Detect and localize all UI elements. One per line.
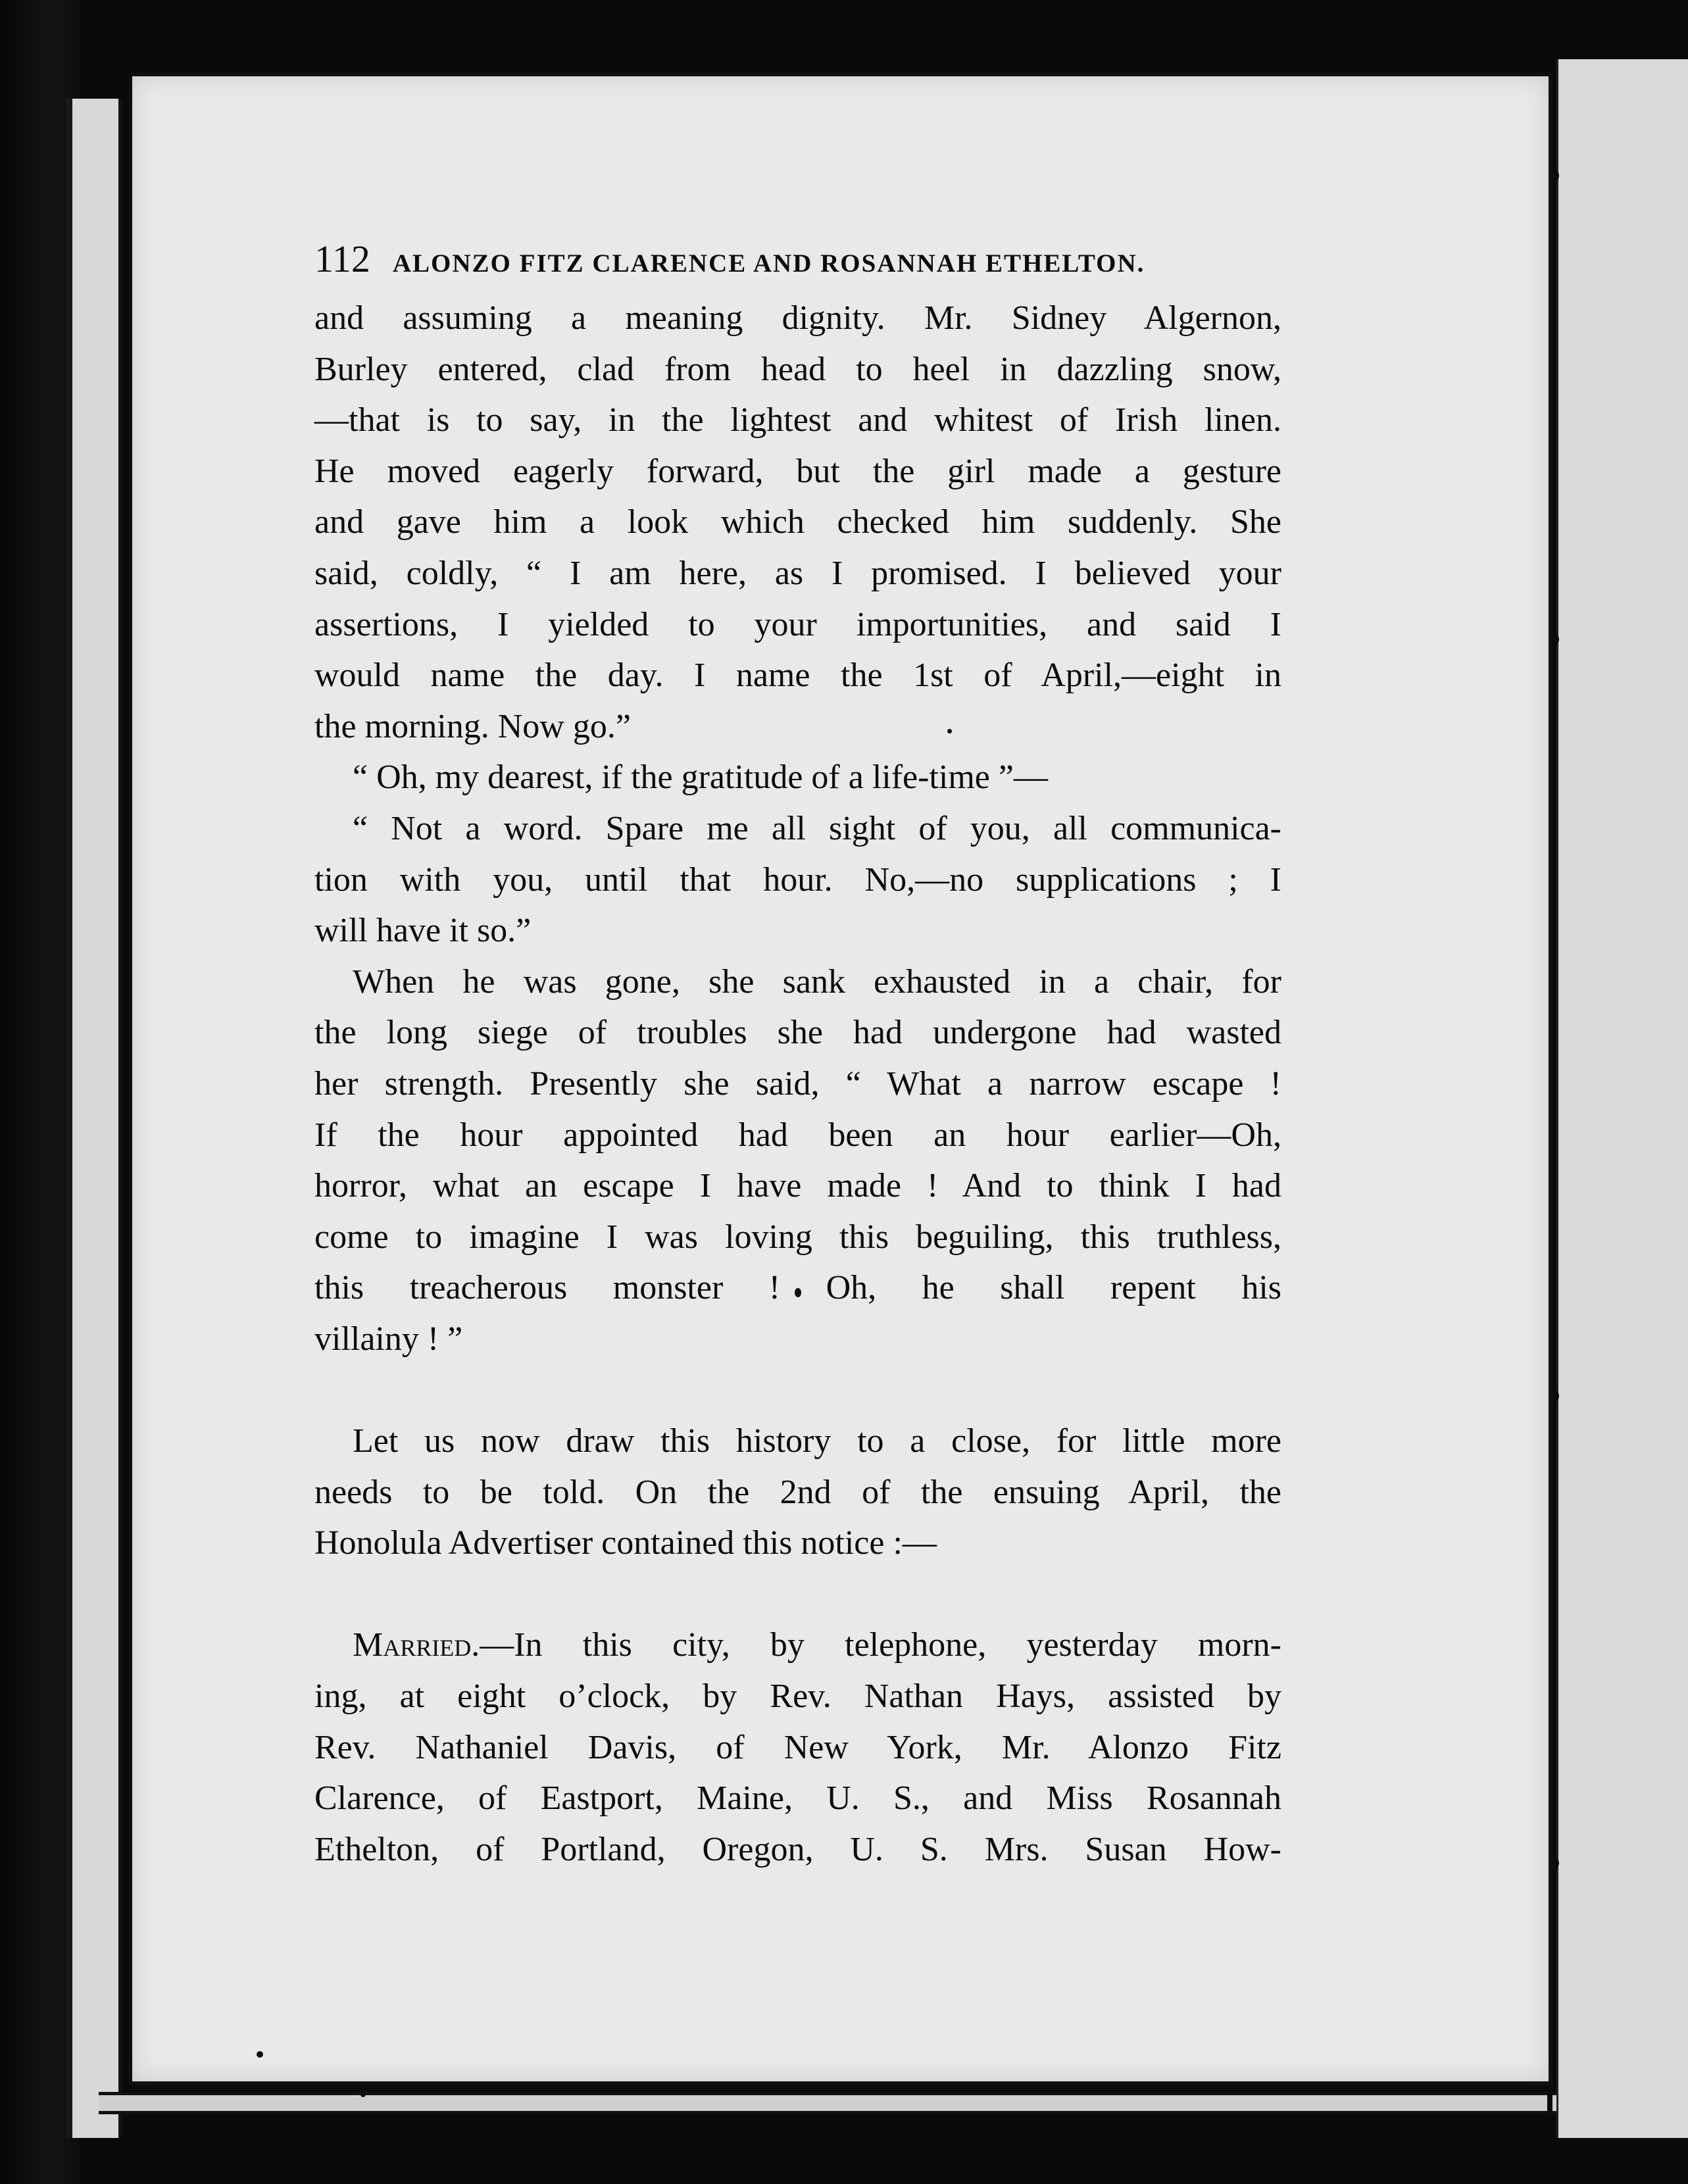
text-line: would name the day. I name the 1st of April,—eight in — [314, 657, 1281, 695]
paragraph — [314, 956, 1281, 1365]
notice-text: —In this city, by telephone, yesterday morn- — [480, 1626, 1281, 1664]
text-line: will have it so.” — [314, 912, 532, 950]
text-line: the morning. Now go.” — [314, 707, 631, 745]
text-line: Burley entered, clad from head to heel in dazzling snow, — [314, 350, 1281, 388]
running-head — [314, 237, 1281, 281]
paragraph — [314, 803, 1281, 956]
text-line: Ethelton, of Portland, Oregon, U. S. Mrs. Susan How- — [314, 1830, 1281, 1868]
section-gap — [314, 1364, 1281, 1416]
page-bottom-edge — [99, 2092, 1566, 2114]
text-line: and gave him a look which checked him suddenly. She — [314, 503, 1281, 541]
text-line: When he was gone, she sank exhausted in a chair, for — [353, 962, 1281, 1001]
page-number: 112 — [314, 237, 370, 280]
text-line: villainy ! ” — [314, 1320, 463, 1358]
paragraph — [314, 752, 1281, 803]
text-line: the long siege of troubles she had undergone had wasted — [314, 1014, 1281, 1052]
text-line: Rev. Nathaniel Davis, of New York, Mr. Alonzo Fitz — [314, 1728, 1281, 1766]
cover-edge — [66, 99, 122, 2138]
print-speck — [257, 2051, 263, 2058]
text-line: her strength. Presently she said, “ What a narrow escape ! — [314, 1064, 1281, 1103]
text-line: —that is to say, in the lightest and whitest of Irish linen. — [314, 401, 1281, 439]
text-line: He moved eagerly forward, but the girl made a gesture — [314, 452, 1281, 490]
text-line: Honolula Advertiser contained this notice :— — [314, 1524, 937, 1562]
text-line: tion with you, until that hour. No,—no supplications ; I — [314, 860, 1281, 899]
paragraph — [314, 1416, 1281, 1569]
text-line: If the hour appointed had been an hour earlier—Oh, — [314, 1116, 1281, 1154]
text-line: “ Oh, my dearest, if the gratitude of a life-time ”— — [353, 758, 1048, 797]
text-line: this treacherous monster ! Oh, he shall repent his — [314, 1269, 1281, 1307]
text-line: ing, at eight o’clock, by Rev. Nathan Hays, assisted by — [314, 1677, 1281, 1716]
text-line: horror, what an escape I have made ! And to think I had — [314, 1167, 1281, 1205]
marriage-notice — [314, 1620, 1281, 1875]
text-line: Clarence, of Eastport, Maine, U. S., and Miss Rosannah — [314, 1779, 1281, 1818]
text-line: said, coldly, “ I am here, as I promised. I believed your — [314, 554, 1281, 592]
print-speck — [360, 2092, 366, 2097]
text-line: and assuming a meaning dignity. Mr. Sidney Algernon, — [314, 299, 1281, 337]
text-line — [314, 1620, 1281, 1671]
running-title: ALONZO FITZ CLARENCE AND ROSANNAH ETHELTON. — [392, 249, 1145, 278]
text-line: assertions, I yielded to your importunities, and said I — [314, 605, 1281, 643]
facing-page-edge — [1556, 59, 1688, 2138]
text-line: come to imagine I was loving this beguiling, this truthless, — [314, 1218, 1281, 1256]
text-line: needs to be told. On the 2nd of the ensuing April, the — [314, 1473, 1281, 1511]
text-block — [314, 237, 1281, 1875]
text-line: “ Not a word. Spare me all sight of you, all communica- — [353, 809, 1281, 847]
notice-lead: Married. — [353, 1626, 480, 1664]
paragraph — [314, 293, 1281, 752]
text-line: Let us now draw this history to a close, for little more — [353, 1422, 1281, 1460]
section-gap — [314, 1569, 1281, 1620]
